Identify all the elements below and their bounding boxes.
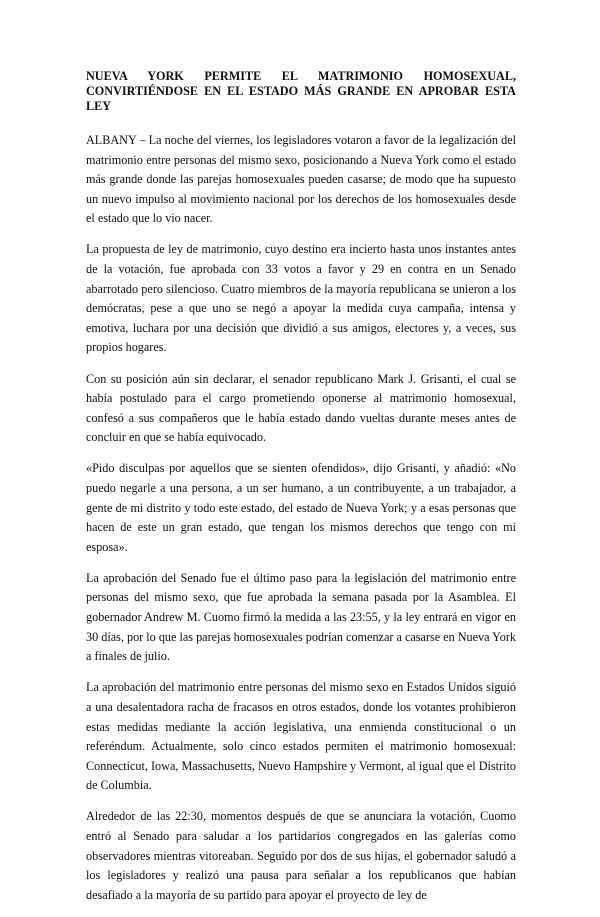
article-body: [86, 69, 516, 917]
paragraph-1: ALBANY – La noche del viernes, los legisladores votaron a favor de la legalización del matrimonio entre personas del mismo sexo, posicionando a Nueva York como el estado más grande donde las parejas homosexuales pueden casarse; de modo que ha supuesto un nuevo impulso al movimiento nacional por los derechos de los homosexuales desde el estado que lo vio nacer.: [86, 133, 516, 226]
paragraph-6: La aprobación del matrimonio entre personas del mismo sexo en Estados Unidos siguió a una desalentadora racha de fracasos en otros estados, donde los votantes prohibieron estas medidas mediante la acción legislativa, una enmienda constitucional o un referéndum. Actualmente, solo cinco estados permiten el matrimonio homosexual: Connecticut, Iowa, Massachusetts, Nuevo Hampshire y Vermont, al igual que el Distrito de Columbia.: [86, 680, 516, 793]
paragraph-3: Con su posición aún sin declarar, el senador republicano Mark J. Grisanti, el cual se había postulado para el cargo prometiendo oponerse al matrimonio homosexual, confesó a sus compañeros que le había estado dando vueltas durante meses antes de concluir en que se había equivocado.: [86, 371, 516, 445]
article-title: NUEVA YORK PERMITE EL MATRIMONIO HOMOSEXUAL, CONVIRTIÉNDOSE EN EL ESTADO MÁS GRANDE EN APROBAR ESTA LEY: [86, 69, 516, 113]
paragraph-5: La aprobación del Senado fue el último paso para la legislación del matrimonio entre personas del mismo sexo, que fue aprobada la semana pasada por la Asamblea. El gobernador Andrew M. Cuomo firmó la medida a las 23:55, y la ley entrará en vigor en 30 días, por lo que las parejas homosexuales podrían comenzar a casarse en Nueva York a finales de julio.: [86, 570, 516, 664]
paragraph-4-quote: «Pido disculpas por aquellos que se sienten ofendidos», dijo Grisanti, y añadió: «No puedo negarle a una persona, a un ser humano, a un contribuyente, a un trabajador, a gente de mi distrito y todo este estado, del estado de Nueva York; y a esas personas que hacen de este un gran estado, que tengan los mismos derechos que tengo con mi esposa».: [86, 461, 516, 554]
paragraph-2: La propuesta de ley de matrimonio, cuyo destino era incierto hasta unos instantes antes de la votación, fue aprobada con 33 votos a favor y 29 en contra en un Senado abarrotado pero silencioso. Cuatro miembros de la mayoría republicana se unieron a los demócratas, pese a que uno se negó a apoyar la medida cuya campaña, intensa y emotiva, luchara por una decisión que dividió a sus amigos, electores y, a veces, sus propios hogares.: [86, 242, 516, 355]
paragraph-7: Alrededor de las 22:30, momentos después de que se anunciara la votación, Cuomo entró al Senado para saludar a los partidarios congregados en las galerías como observadores mientras vitoreaban. Seguido por dos de sus hijas, el gobernador saludó a los legisladores y realizó una pausa para señalar a los republicanos que habían desafiado a la mayoría de su partido para apoyar el proyecto de ley de: [86, 809, 516, 902]
